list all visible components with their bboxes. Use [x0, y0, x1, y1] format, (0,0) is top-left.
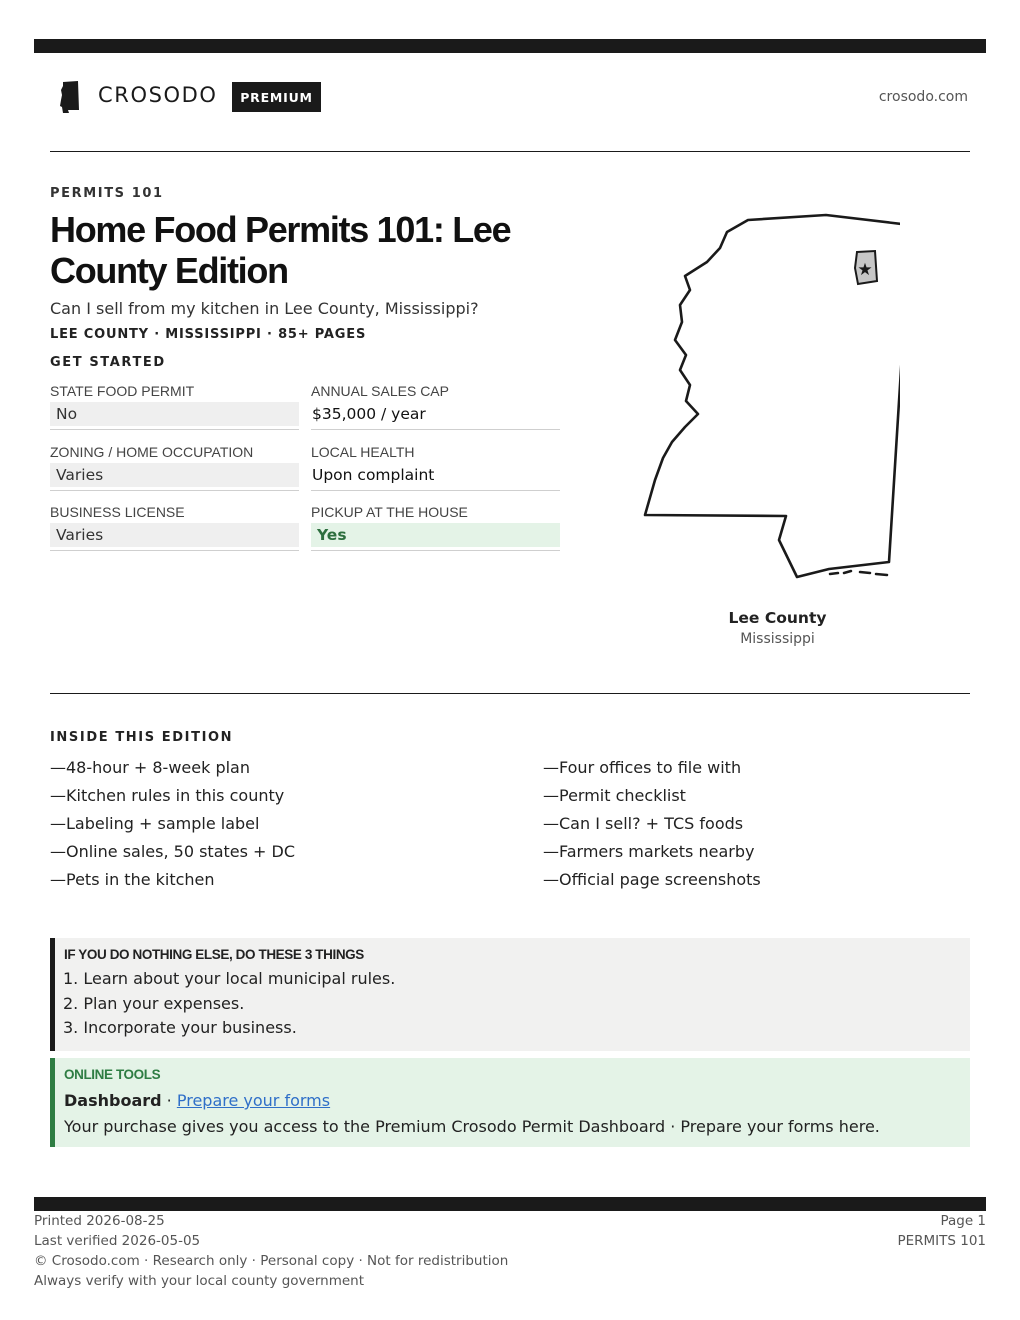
footer-section: PERMITS 101 — [897, 1233, 986, 1249]
fact-label: STATE FOOD PERMIT — [50, 383, 195, 399]
separator: · — [161, 1091, 177, 1110]
page-subtitle: Can I sell from my kitchen in Lee County, Mississippi? — [50, 299, 479, 318]
section-divider — [50, 693, 970, 694]
edition-meta: LEE COUNTY · MISSISSIPPI · 85+ PAGES — [50, 327, 367, 342]
map-state-name: Mississippi — [740, 631, 815, 647]
fact-divider — [50, 429, 299, 430]
list-item: —Kitchen rules in this county — [50, 786, 285, 805]
callout-heading: IF YOU DO NOTHING ELSE, DO THESE 3 THINGS — [64, 947, 364, 962]
fact-label: ANNUAL SALES CAP — [311, 383, 449, 399]
inside-heading: INSIDE THIS EDITION — [50, 730, 234, 745]
three-things-callout — [50, 938, 970, 1051]
copyright-notice: © Crosodo.com · Research only · Personal copy · Not for redistribution — [34, 1253, 509, 1269]
list-item: —Online sales, 50 states + DC — [50, 842, 296, 861]
section-kicker: PERMITS 101 — [50, 186, 164, 201]
premium-badge: PREMIUM — [232, 82, 321, 112]
list-item: 3. Incorporate your business. — [63, 1018, 297, 1037]
fact-local-health — [311, 444, 560, 494]
tools-links-line — [64, 1091, 330, 1110]
callout-list — [63, 969, 395, 1043]
list-item: —Pets in the kitchen — [50, 870, 215, 889]
fact-business-license — [50, 504, 299, 554]
fact-value: Varies — [50, 463, 299, 487]
dashboard-label: Dashboard — [64, 1091, 162, 1110]
tools-heading: ONLINE TOOLS — [64, 1067, 161, 1082]
page-title: Home Food Permits 101: Lee County Edition — [50, 209, 511, 291]
online-tools-callout — [50, 1058, 970, 1147]
list-item: —Can I sell? + TCS foods — [543, 814, 744, 833]
fact-divider — [50, 550, 299, 551]
fact-value: Yes — [311, 523, 560, 547]
list-item: —Labeling + sample label — [50, 814, 260, 833]
verify-disclaimer: Always verify with your local county government — [34, 1273, 364, 1289]
brand-name: CROSODO — [98, 83, 218, 107]
fact-value: No — [50, 402, 299, 426]
footer-right — [897, 1211, 986, 1251]
list-item: —Permit checklist — [543, 786, 686, 805]
list-item: —Official page screenshots — [543, 870, 761, 889]
contents-list-left — [50, 758, 295, 898]
get-started-heading: GET STARTED — [50, 355, 166, 370]
fact-divider — [311, 550, 560, 551]
star-icon: ★ — [857, 260, 873, 280]
list-item: —48-hour + 8-week plan — [50, 758, 250, 777]
fact-zoning — [50, 444, 299, 494]
fact-divider — [311, 429, 560, 430]
bottom-rule-bar — [34, 1197, 986, 1211]
fact-label: PICKUP AT THE HOUSE — [311, 504, 468, 520]
footer-left — [34, 1211, 508, 1291]
fact-divider — [311, 490, 560, 491]
coast-islands — [830, 571, 887, 575]
list-item: 1. Learn about your local municipal rules. — [63, 969, 396, 988]
contents-list-right — [543, 758, 761, 898]
fact-state-food-permit — [50, 383, 299, 433]
list-item: —Farmers markets nearby — [543, 842, 755, 861]
state-map — [640, 210, 900, 580]
fact-value: Upon complaint — [312, 466, 435, 484]
fact-value: $35,000 / year — [312, 405, 426, 423]
fact-pickup-at-house — [311, 504, 560, 554]
fact-label: BUSINESS LICENSE — [50, 504, 185, 520]
tools-description: Your purchase gives you access to the Premium Crosodo Permit Dashboard · Prepare your forms here. — [64, 1117, 880, 1136]
top-rule-bar — [34, 39, 986, 53]
verified-date: Last verified 2026-05-05 — [34, 1233, 201, 1249]
printed-date: Printed 2026-08-25 — [34, 1213, 165, 1229]
prepare-forms-link[interactable]: Prepare your forms — [176, 1091, 331, 1110]
fact-divider — [50, 490, 299, 491]
mississippi-logo-icon — [58, 80, 82, 114]
list-item: —Four offices to file with — [543, 758, 742, 777]
header-divider — [50, 151, 970, 152]
fact-label: LOCAL HEALTH — [311, 444, 415, 460]
map-county-name: Lee County — [728, 609, 827, 627]
list-item: 2. Plan your expenses. — [63, 993, 245, 1013]
site-url[interactable]: crosodo.com — [878, 89, 968, 105]
fact-value: Varies — [50, 523, 299, 547]
page-number: Page 1 — [940, 1213, 986, 1229]
fact-annual-sales-cap — [311, 383, 560, 433]
fact-label: ZONING / HOME OCCUPATION — [50, 444, 254, 460]
